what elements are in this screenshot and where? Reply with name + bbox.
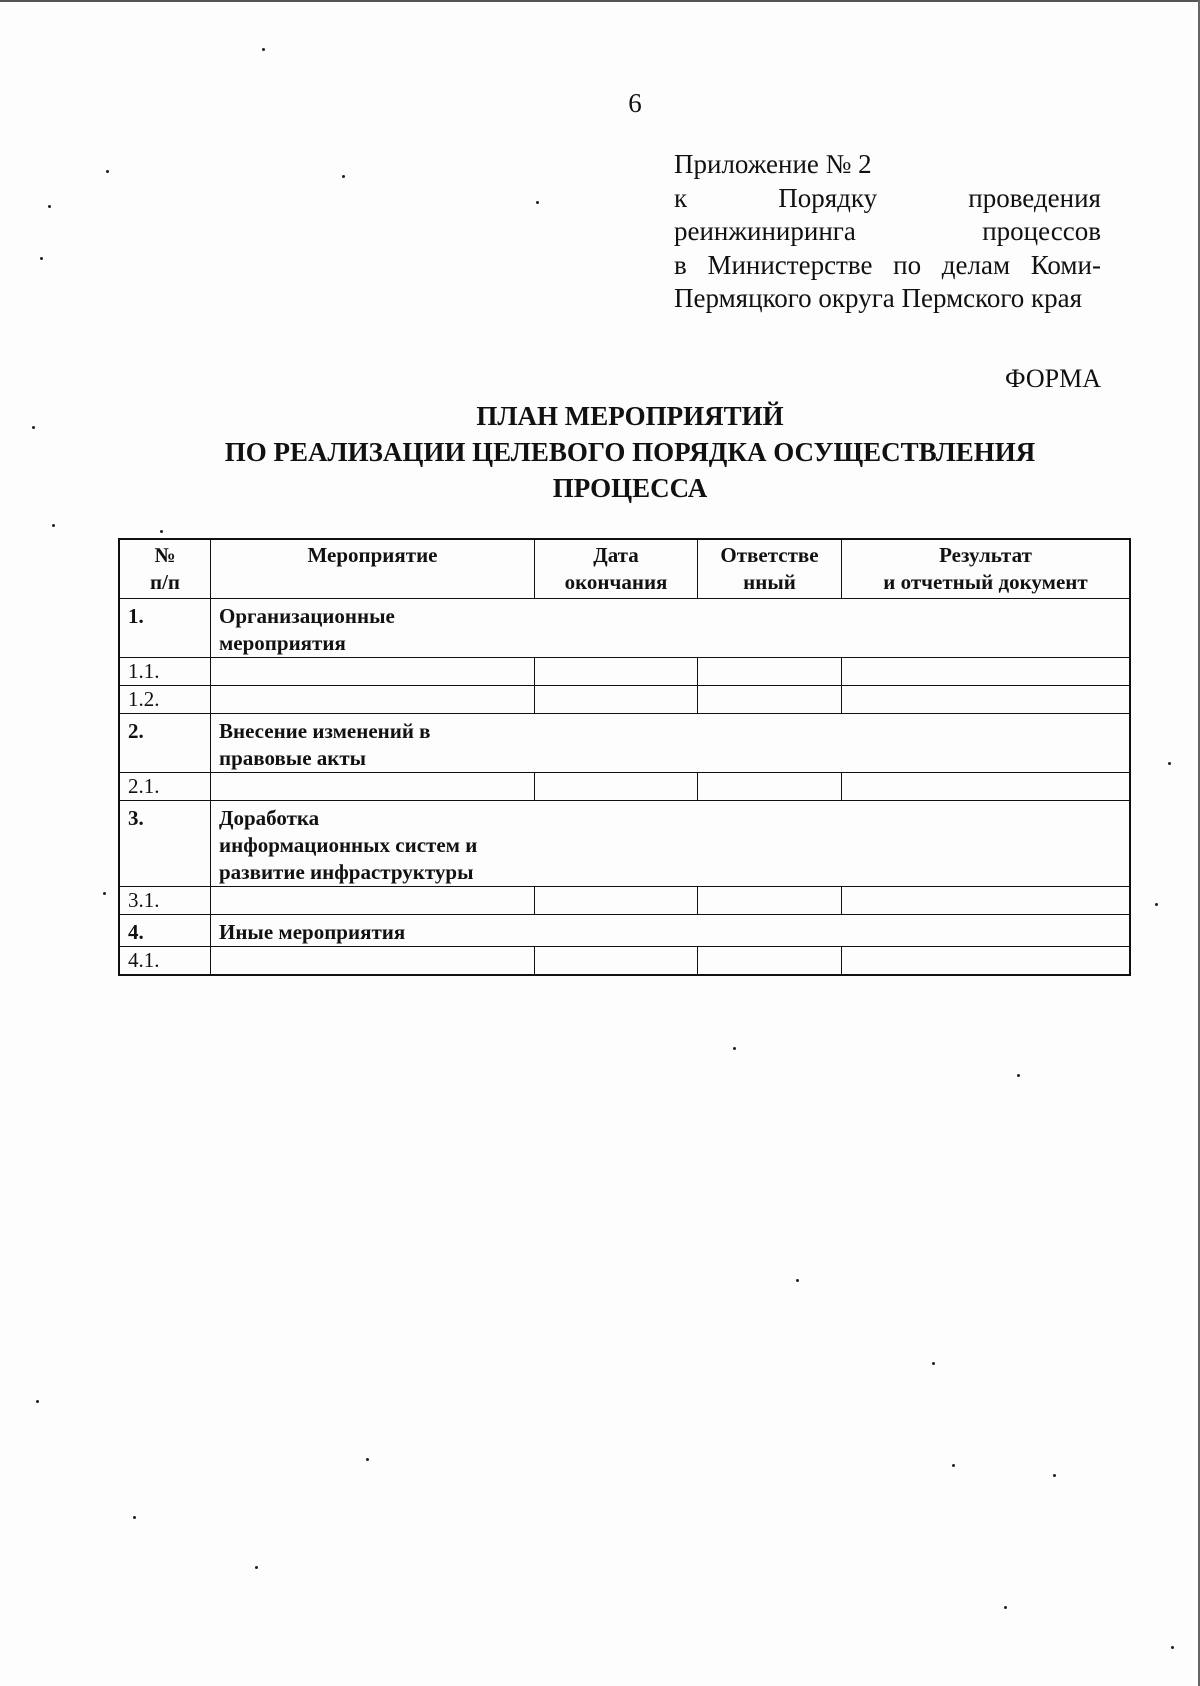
appendix-word: реинжиниринга <box>674 216 856 246</box>
header-resp-line-2: нный <box>743 570 796 594</box>
row-number: 1.1. <box>119 658 211 686</box>
scan-speck <box>1017 1074 1020 1077</box>
table-row-section <box>119 714 1130 773</box>
header-responsible <box>698 539 842 599</box>
header-number-line-1: № <box>154 543 176 567</box>
table-row-section <box>119 599 1130 658</box>
table-row <box>119 947 1130 976</box>
cell-event <box>211 658 535 686</box>
cell-event <box>211 686 535 714</box>
scan-speck <box>1053 1474 1056 1477</box>
scan-speck <box>932 1362 935 1365</box>
appendix-word: в <box>674 249 687 280</box>
header-number-line-2: п/п <box>149 570 181 594</box>
appendix-word: проведения <box>968 182 1101 213</box>
header-date-line-2: окончания <box>564 570 668 594</box>
table-row-section <box>119 915 1130 947</box>
appendix-word: по <box>893 249 922 280</box>
appendix-word: Порядку <box>778 182 878 213</box>
appendix-line-5: Пермяцкого округа Пермского края <box>674 283 1083 313</box>
cell-responsible <box>698 773 842 801</box>
section-title <box>211 714 1131 773</box>
scan-speck <box>40 257 43 260</box>
cell-event <box>211 947 535 976</box>
header-result-line-1: Результат <box>939 543 1032 567</box>
page-number: 6 <box>628 88 642 118</box>
section-title-line: Внесение изменений в <box>219 719 431 743</box>
appendix-word: Коми- <box>1030 249 1101 280</box>
section-title <box>211 599 1131 658</box>
header-number <box>119 539 211 599</box>
section-title <box>211 801 1131 887</box>
scan-speck <box>36 1400 39 1403</box>
title-line-1: ПЛАН МЕРОПРИЯТИЙ <box>476 401 784 431</box>
table-row <box>119 658 1130 686</box>
table-row <box>119 686 1130 714</box>
cell-end-date <box>535 773 698 801</box>
appendix-block <box>674 148 1101 316</box>
scan-speck <box>536 201 539 204</box>
section-title <box>211 915 1131 947</box>
scan-speck <box>1155 903 1158 906</box>
action-plan-table <box>118 538 1131 976</box>
cell-result <box>842 887 1131 915</box>
scan-speck <box>106 170 109 173</box>
appendix-line-2 <box>674 182 1101 216</box>
header-event <box>211 539 535 599</box>
cell-responsible <box>698 686 842 714</box>
title-line-3: ПРОЦЕССА <box>552 473 708 503</box>
row-number: 2. <box>119 714 211 773</box>
appendix-line-3 <box>674 215 1101 249</box>
cell-end-date <box>535 947 698 976</box>
scan-speck <box>342 175 345 178</box>
scan-speck <box>52 524 55 527</box>
cell-result <box>842 686 1131 714</box>
appendix-title: Приложение № 2 <box>674 149 872 179</box>
header-result-line-2: и отчетный документ <box>883 570 1088 594</box>
scan-speck <box>255 1566 258 1569</box>
scan-speck <box>160 530 163 533</box>
cell-event <box>211 887 535 915</box>
appendix-word: делам <box>941 249 1011 280</box>
header-event-label: Мероприятие <box>307 543 438 567</box>
cell-result <box>842 658 1131 686</box>
header-date-line-1: Дата <box>593 543 639 567</box>
section-title-line: информационных систем и <box>219 833 478 857</box>
row-number: 4. <box>119 915 211 947</box>
cell-event <box>211 773 535 801</box>
table-row <box>119 887 1130 915</box>
row-number: 3. <box>119 801 211 887</box>
section-title-line: мероприятия <box>219 631 346 655</box>
cell-result <box>842 947 1131 976</box>
cell-responsible <box>698 887 842 915</box>
row-number: 1.2. <box>119 686 211 714</box>
header-end-date <box>535 539 698 599</box>
title-line-2: ПО РЕАЛИЗАЦИИ ЦЕЛЕВОГО ПОРЯДКА ОСУЩЕСТВЛЕНИЯ <box>224 437 1036 467</box>
cell-end-date <box>535 887 698 915</box>
form-label: ФОРМА <box>1005 364 1101 393</box>
cell-result <box>842 773 1131 801</box>
appendix-word: процессов <box>982 216 1101 246</box>
scan-speck <box>1004 1606 1007 1609</box>
document-title <box>180 398 1080 506</box>
scan-speck <box>262 48 265 51</box>
row-number: 1. <box>119 599 211 658</box>
scan-speck <box>32 426 35 429</box>
table-row <box>119 773 1130 801</box>
table-header-row <box>119 539 1130 599</box>
cell-end-date <box>535 686 698 714</box>
scan-speck <box>366 1458 369 1461</box>
header-result <box>842 539 1131 599</box>
section-title-line: Организационные <box>219 604 395 628</box>
scan-speck <box>952 1464 955 1467</box>
cell-end-date <box>535 658 698 686</box>
scan-speck <box>733 1047 736 1050</box>
row-number: 3.1. <box>119 887 211 915</box>
row-number: 4.1. <box>119 947 211 976</box>
scan-speck <box>796 1279 799 1282</box>
appendix-word: к <box>674 182 688 213</box>
cell-responsible <box>698 947 842 976</box>
section-title-line: Иные мероприятия <box>219 920 406 944</box>
cell-responsible <box>698 658 842 686</box>
section-title-line: правовые акты <box>219 746 367 770</box>
scan-speck <box>1171 1646 1174 1649</box>
row-number: 2.1. <box>119 773 211 801</box>
section-title-line: развитие инфраструктуры <box>219 860 474 884</box>
scan-speck <box>133 1516 136 1519</box>
appendix-line-4 <box>674 249 1101 283</box>
scan-speck <box>103 892 106 895</box>
appendix-word: Министерстве <box>707 249 873 280</box>
header-resp-line-1: Ответстве <box>720 543 819 567</box>
scan-speck <box>1168 762 1171 765</box>
section-title-line: Доработка <box>219 806 320 830</box>
scan-speck <box>48 205 51 208</box>
table-row-section <box>119 801 1130 887</box>
scan-edge-top <box>0 0 1200 2</box>
